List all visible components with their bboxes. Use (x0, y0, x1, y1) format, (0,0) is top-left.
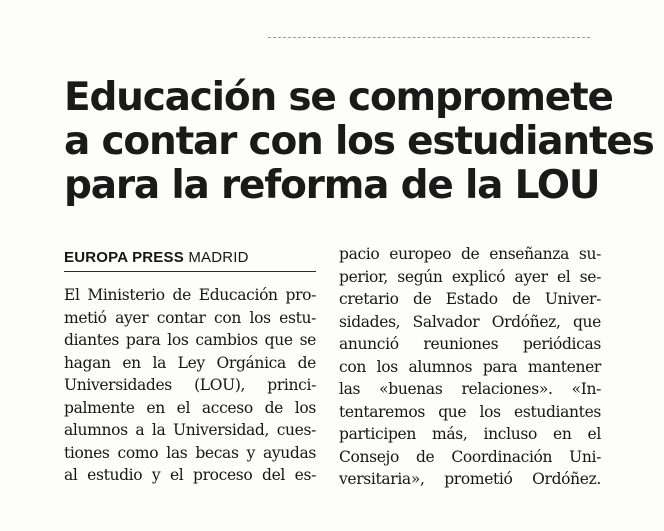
text-line: diantes para los cambios que se (64, 331, 316, 349)
byline-agency: EUROPA PRESS (64, 249, 184, 266)
text-line: con los alumnos para mantener (339, 357, 601, 376)
body-text (64, 284, 316, 487)
headline-line: para la reforma de la LOU (64, 163, 600, 208)
text-line: alumnos a la Universidad, cues- (64, 421, 316, 439)
text-line: perior, según explicó ayer el se- (339, 267, 601, 286)
text-line: hagan en la Ley Orgánica de (64, 353, 316, 372)
text-line: metió ayer contar con los estu- (64, 308, 316, 327)
text-line: tiones como las becas y ayudas (64, 443, 316, 462)
headline-line: Educación se compromete (64, 75, 613, 120)
headline-line: a contar con los estudiantes (64, 119, 654, 164)
article-column-left (64, 247, 316, 487)
text-line: al estudio y el proceso del es- (64, 466, 316, 484)
text-line: Consejo de Coordinación Uni- (339, 447, 601, 466)
text-line: palmente en el acceso de los (64, 398, 316, 417)
byline (64, 247, 316, 272)
article-column-right (339, 243, 601, 491)
text-line: participen más, incluso en el (339, 425, 601, 443)
headline (64, 75, 654, 208)
text-line: versitaria», prometió Ordóñez. (339, 470, 601, 488)
text-line: tentaremos que los estudiantes (339, 402, 601, 421)
text-line: sidades, Salvador Ordóñez, que (339, 312, 601, 331)
text-line: anunció reuniones periódicas (339, 335, 601, 353)
text-line: cretario de Estado de Univer- (339, 290, 601, 308)
byline-location: MADRID (188, 249, 249, 266)
text-line: Universidades (LOU), princi- (64, 376, 316, 394)
text-line: pacio europeo de enseñanza su- (339, 245, 601, 263)
top-divider (268, 37, 590, 38)
text-line: las «buenas relaciones». «In- (339, 380, 601, 398)
text-line: El Ministerio de Educación pro- (64, 286, 316, 304)
